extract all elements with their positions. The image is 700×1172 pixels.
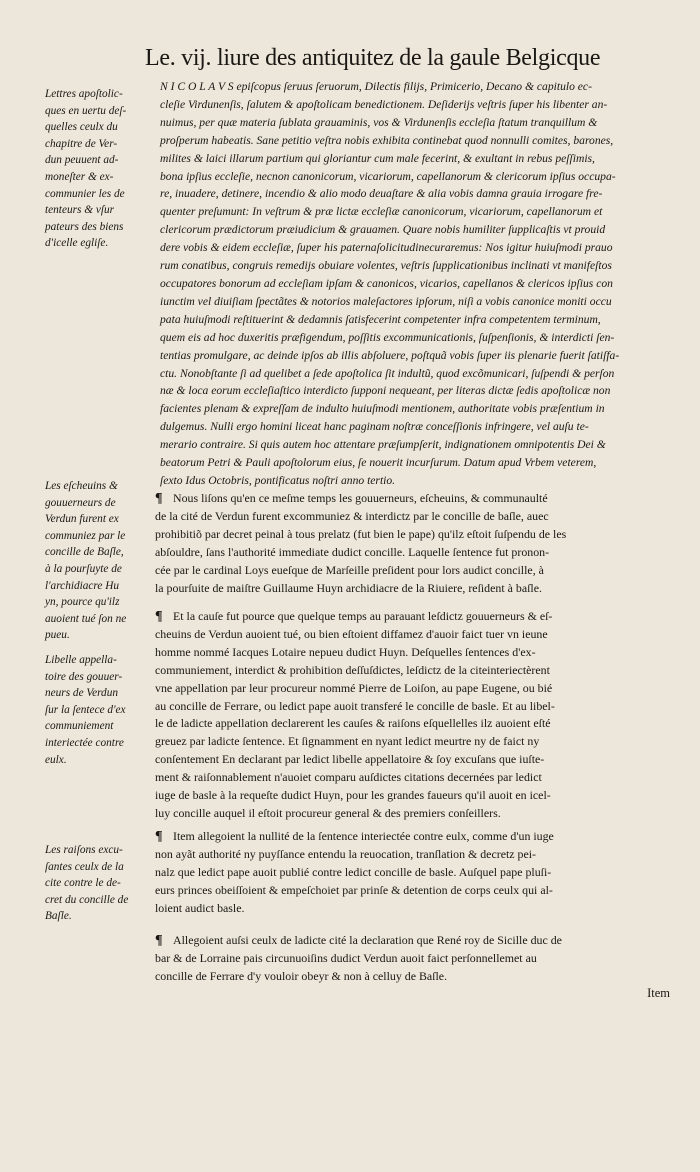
latin-line: ctu. Nonobſtante ſi ad quelibet a ſede apoſtolica ſit indultũ, quod excõmunicari, ſuſpendi & perſon	[160, 366, 615, 380]
margin-note-line: chapitre de Ver-	[45, 137, 118, 150]
paragraph-excommunication	[155, 490, 687, 597]
margin-note-line: ſantes ceulx de la	[45, 860, 124, 873]
margin-note-line: yn, pource qu'ilz	[45, 596, 120, 609]
margin-note-line: communier les de	[45, 187, 125, 200]
margin-note-line: Les raiſons excu-	[45, 844, 123, 856]
margin-note-line: cret du concille de	[45, 893, 129, 906]
margin-note-line: pateurs des biens	[45, 220, 124, 233]
pilcrow-icon: ¶	[155, 491, 163, 506]
margin-note-line: ſur la ſentece d'ex	[45, 703, 126, 716]
latin-line: quenter preſumunt: In veſtrum & præ lictæ eccleſiæ canonicorum, vicariorum, capellanorum et	[160, 205, 603, 219]
paragraph-line: conſentement En declarant par ledict libelle appellatoire & ſoy excuſans que iuſte-	[155, 752, 545, 767]
pilcrow-icon: ¶	[155, 829, 163, 844]
margin-note-excommunication	[45, 478, 151, 644]
paragraph-line: Item allegoient la nullité de la ſentence interiectée contre eulx, comme d'un iuge	[173, 829, 554, 843]
latin-line: cleſie Virdunenſis, ſalutem & apoſtolicam benedictionem. Deſiderijs veſtris ſuper his libenter an-	[160, 97, 608, 111]
latin-line: re, inuadere, detinere, incendio & alio modo deuaſtare & alia vobis damna grauia irrogare fre-	[160, 187, 603, 201]
latin-line: iunctim vel diuiſiam ſpectãtes & notorios maleſactores ipſorum, niſi a vobis canonice moniti occu	[160, 294, 612, 308]
paragraph-nullity	[155, 828, 687, 918]
latin-line: næ & loca eorum eccleſiaſtico interdicto ſupponi nequeant, per literas dictæ ſedis apoſtolicæ non	[160, 384, 611, 398]
margin-note-line: Libelle appella-	[45, 654, 117, 666]
margin-note-line: pueu.	[45, 629, 70, 642]
paragraph-line: au concille de Ferrare, ou ledict pape auoit transferé le concille de basle. Et au libel-	[155, 698, 555, 713]
margin-note-line: Verdun furent ex	[45, 513, 119, 526]
latin-line: merario contraire. Si quis autem hoc attentare præſumpſerit, indignationem omnipotentis Dei &	[160, 438, 606, 452]
latin-line: dere vobis & eidem eccleſiæ, ſuper his paternaſolicitudinecuraremus: Nos igitur huiuſmodi prauo	[160, 241, 613, 255]
paragraph-line: greuez par ladicte ſentence. Et ſignamment en nyant ledict meurtre ny de faict ny	[155, 734, 540, 749]
pilcrow-icon: ¶	[155, 933, 163, 948]
latin-line: pata huiuſmodi reſtituerint & dedamnis ſatisfecerint competenter infra competentem terminum,	[160, 312, 601, 326]
margin-note-line: à la pourſuyte de	[45, 562, 122, 575]
latin-line: quem eis ad hoc duxeritis præfigendum, poſſitis excommunicationis, ſuſpenſionis, & interdicti ſen-	[160, 330, 615, 344]
margin-note-appeal-libel	[45, 652, 151, 768]
paragraph-line: la pourſuite de maiſtre Guillaume Huyn archidiacre de la Riuiere, reſident à baſle.	[155, 580, 542, 595]
margin-note-line: tenteurs & vſur	[45, 204, 115, 217]
margin-note-line: eulx.	[45, 753, 67, 766]
margin-note-line: communiez par le	[45, 529, 126, 542]
paragraph-line: bar & de Lorraine pais circunuoiſins dudict Verdun auoit faict perſonnellemet au	[155, 950, 537, 965]
paragraph-line: cheuins de Verdun auoient tué, ou bien eſtoient diffamez d'auoir faict tuer vn ieune	[155, 626, 548, 641]
margin-note-line: d'icelle egliſe.	[45, 237, 109, 250]
running-head: Le. vij. liure des antiquitez de la gaule Belgicque	[145, 45, 601, 71]
paragraph-declaration	[155, 932, 687, 986]
paragraph-line: vne appellation par leur procureur nommé Pierre de Loiſon, au pape Eugene, ou bié	[155, 680, 553, 695]
paragraph-line: communiement, interdict & prohibition deſſuſdictes, leſdictz de la citeinteriectèrent	[155, 662, 550, 677]
paragraph-line: Et la cauſe fut pource que quelque temps au parauant leſdictz gouuerneurs & eſ-	[173, 609, 553, 623]
latin-line: dulgemus. Nulli ergo homini liceat hanc paginam noſtræ conceſſionis infringere, vel auſu te-	[160, 420, 589, 434]
margin-note-line: gouuerneurs de	[45, 496, 116, 509]
margin-note-line: quelles ceulx du	[45, 121, 118, 134]
latin-line: tentias promulgare, ac deinde ipſos ab illis abſoluere, poſtquã vobis ſuper iis plenarie fuerit ſatiſfa-	[160, 348, 620, 362]
latin-line: ſexto Idus Octobris, pontificatus noſtri anno tertio.	[160, 473, 396, 487]
paragraph-line: homme nommé Iacques Lotaire nepueu dudict Huyn. Deſquelles ſentences d'ex-	[155, 644, 536, 659]
margin-note-line: neurs de Verdun	[45, 687, 118, 700]
catchword: Item	[647, 986, 670, 1000]
pilcrow-icon: ¶	[155, 609, 163, 624]
paragraph-line: loient audict basle.	[155, 900, 245, 915]
margin-note-line: l'archidiacre Hu	[45, 579, 120, 592]
latin-line: rum conatibus, congruis remedijs obuiare volentes, veſtris ſupplicationibus inclinati vt manifeſtos	[160, 259, 612, 273]
latin-line: beatorum Petri & Pauli apoſtolorum eius, ſe nouerit incurſurum. Datum apud Vrbem veterem,	[160, 456, 597, 470]
latin-line: proſperum habeatis. Sane petitio veſtra nobis exhibita continebat quod nonnulli comites, barones,	[160, 133, 614, 147]
margin-note-apostolic-letters	[45, 86, 151, 252]
margin-note-line: ques en uertu deſ-	[45, 104, 127, 117]
margin-note-line: Baſle.	[45, 910, 72, 923]
margin-note-line: toire des gouuer-	[45, 670, 123, 683]
paragraph-cause	[155, 608, 687, 823]
margin-note-line: Lettres apoſtolic-	[45, 88, 123, 100]
latin-line: milites & laici illarum partium qui gloriantur cum male fecerint, & exultant in rebus peſſimis,	[160, 151, 595, 165]
paragraph-line: abſouldre, ſans l'authorité immediate dudict concille. Laquelle ſentence fut pronon-	[155, 544, 550, 559]
margin-note-excusing-reasons	[45, 842, 151, 925]
paragraph-line: cée par le cardinal Loys eueſque de Marſeille preſident pour lors audict concille, à	[155, 562, 544, 577]
paragraph-line: non ayãt authorité ny puyſſance entendu la reuocation, tranſlation & decretz pei-	[155, 846, 537, 861]
margin-note-line: concille de Baſle,	[45, 546, 124, 559]
paragraph-line: eurs princes obeiſſoient & empeſchoiet par prinſe & detention de corps ceulx qui al-	[155, 882, 553, 897]
margin-note-line: Les eſcheuins &	[45, 480, 118, 492]
latin-line: N I C O L A V S epiſcopus ſeruus ſeruorum, Dilectis filijs, Primicerio, Decano & capitulo ec-	[160, 80, 592, 93]
latin-line: nuimus, per quæ materia ſublata grauaminis, vos & Virdunenſis eccleſia ſtatum tranquillum &	[160, 115, 598, 129]
paragraph-line: Nous liſons qu'en ce meſme temps les gouuerneurs, eſcheuins, & communaulté	[173, 491, 548, 505]
papal-letter-latin	[160, 78, 685, 490]
margin-note-line: communiement	[45, 720, 114, 733]
latin-line: facientes plenam & expreſſam de indulto huiuſmodi mentionem, authoritate vobis præſentium in	[160, 402, 605, 416]
margin-note-line: dun peuuent ad-	[45, 154, 119, 167]
paragraph-line: luy concille auquel il eſtoit procureur general & des premiers conſeillers.	[155, 805, 501, 820]
margin-note-line: cite contre le de-	[45, 877, 121, 890]
paragraph-line: nalz que ledict pape auoit publié contre ledict concille de basle. Auſquel pape pluſi-	[155, 864, 552, 879]
margin-note-line: interiectée contre	[45, 736, 124, 749]
latin-line: clericorum prædictorum præiudicium & grauamen. Quare nobis humiliter ſupplicaſtis vt prouid	[160, 223, 606, 237]
margin-note-line: auoient tué ſon ne	[45, 612, 127, 625]
paragraph-line: Allegoient auſsi ceulx de ladicte cité la declaration que René roy de Sicille duc de	[173, 933, 562, 947]
paragraph-line: ment & raiſonnablement n'auoiet comparu auſdictes citations decernées par ledict	[155, 770, 542, 785]
paragraph-line: iuge de basle à la requeſte dudict Huyn, pour les grandes faueurs qu'il auoit en icel-	[155, 788, 551, 803]
paragraph-line: le de ladicte appellation declarerent les cauſes & raiſons eſquellelles ilz auoient eſté	[155, 716, 551, 731]
margin-note-line: moneſter & ex-	[45, 170, 114, 183]
paragraph-line: concille de Ferrare d'y vouloir obeyr & non à celluy de Baſle.	[155, 968, 448, 983]
paragraph-line: prohibitiõ par decret peinal à tous prelatz (fut bien le pape) qu'ilz eſtoit ſuſpendu de les	[155, 526, 567, 541]
latin-line: occupatores bonorum ad eccleſiam ipſam & canonicos, vicarios, capellanos & clericos ipſius con	[160, 276, 613, 290]
paragraph-line: de la cité de Verdun furent excommuniez & interdictz par le concille de baſle, auec	[155, 508, 549, 523]
latin-line: bona ipſius eccleſie, necnon canonicorum, vicariorum, capellanorum & clericorum ipſius occupa-	[160, 169, 616, 183]
